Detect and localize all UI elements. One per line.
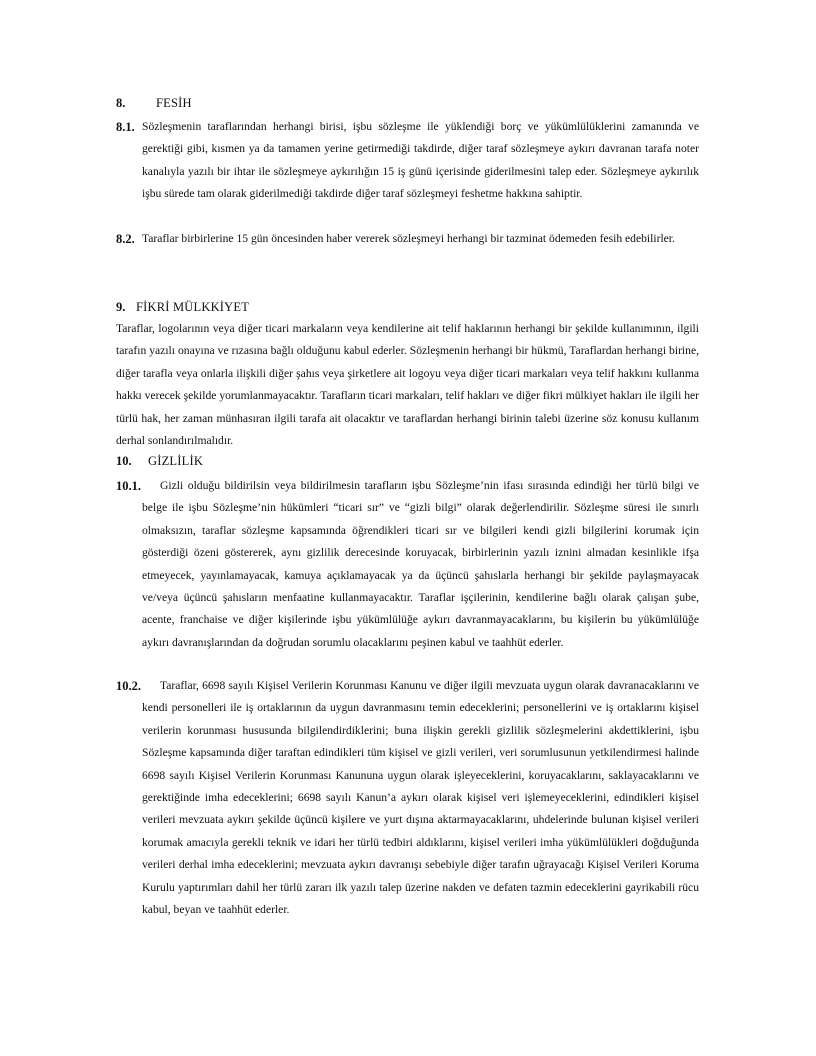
section-10-number: 10. bbox=[116, 454, 132, 468]
clause-10-2-number: 10.2. bbox=[116, 679, 141, 693]
section-9-title: FİKRİ MÜLKKİYET bbox=[136, 300, 250, 314]
section-9-number: 9. bbox=[116, 300, 126, 314]
section-9-text: Taraflar, logolarının veya diğer ticari markaların veya kendilerine ait telif haklarının herhangi bir şekilde kullanımının, ilgili tarafın yazılı onayına ve rızasına bağlı olduğunu kabul ederler. Sözleşmenin herhangi bir hükmü, Taraflardan herhangi birine, diğer tarafla veya onlarla ilişkili diğer şahıs veya şirketlere ait logoyu veya diğer ticari markaları veya telif hakkını kullanma hakkı verecek şekilde yorumlanmayacaktır. Tarafların ticari markaları, telif hakları ve diğer fikri mülkiyet hakları ile ilgili her türlü hak, her zaman münhasıran ilgili tarafa ait olacaktır ve taraflardan herhangi birinin talebi üzerine söz konusu kullanım derhal sonlandırılmalıdır. bbox=[116, 322, 699, 448]
section-10-heading bbox=[116, 453, 203, 469]
clause-8-1-number: 8.1. bbox=[116, 120, 135, 134]
section-8-title: FESİH bbox=[156, 96, 192, 110]
section-8-number: 8. bbox=[116, 96, 126, 110]
clause-8-2-number: 8.2. bbox=[116, 232, 135, 246]
section-9-heading bbox=[116, 299, 249, 315]
section-10-title: GİZLİLİK bbox=[148, 454, 204, 468]
section-8-heading bbox=[116, 95, 192, 111]
clause-8-2-text: Taraflar birbirlerine 15 gün öncesinden haber vererek sözleşmeyi herhangi bir tazminat ödemeden fesih edebilirler. bbox=[142, 232, 675, 245]
clause-8-1-text: Sözleşmenin taraflarından herhangi birisi, işbu sözleşme ile yüklendiği borç ve yükümlülüklerini zamanında ve gerektiği gibi, kısmen ya da tamamen yerine getirmediği takdirde, diğer taraf sözleşmeye aykırı davranan tarafa noter kanalıyla yazılı bir ihtar ile sözleşmeye aykırılığın 15 iş günü içerisinde giderilmesini talep eder. Sözleşmeye aykırılık işbu sürede tam olarak giderilmediği takdirde diğer taraf sözleşmeyi feshetme hakkına sahiptir. bbox=[142, 120, 699, 201]
clause-10-1-text: Gizli olduğu bildirilsin veya bildirilmesin tarafların işbu Sözleşme’nin ifası sırasında edindiği her türlü bilgi ve belge ile işbu Sözleşme’nin hükümleri “ticari sır” ve “gizli bilgi” olarak değerlendirilir. Sözleşme süresi ile sınırlı olmaksızın, taraflar sözleşme kapsamında öğrendikleri ticari sır ve bilgileri kendi gizli bilgilerini korumak için gösterdiği özeni göstererek, aynı gizlilik derecesinde koruyacak, birbirlerinin yazılı iznini almadan kesinlikle ifşa etmeyecek, yayınlamayacak, kamuya açıklamayacak ya da üçüncü şahıslarla herhangi bir şekilde paylaşmayacak ve/veya üçüncü şahısların menfaatine kullanmayacaktır. Taraflar işçilerinin, kendilerine bağlı olarak çalışan şube, acente, franchaise ve diğer kişilerinde işbu yükümlülüğe aykırı davranmayacaklarını, bu kişilerin bu yükümlülüğe aykırı davranışlarından da doğrudan sorumlu olacaklarını peşinen kabul ve taahhüt ederler. bbox=[142, 479, 699, 649]
clause-10-2-text: Taraflar, 6698 sayılı Kişisel Verilerin Korunması Kanunu ve diğer ilgili mevzuata uygun olarak davranacaklarını ve kendi personelleri ile iş ortaklarının da uygun davranmasını temin edeceklerini; personellerini ve iş ortaklarını kişisel verilerin korunması hususunda bilgilendirdiklerini; buna ilişkin gerekli gizlilik sözleşmelerini akdettiklerini, işbu Sözleşme kapsamında diğer taraftan edindikleri tüm kişisel ve gizli verileri, veri sorumlusunun yetkilendirmesi halinde 6698 sayılı Kişisel Verilerin Korunması Kanununa uygun olarak işleyeceklerini, koruyacaklarını, saklayacaklarını ve gerektiğinde imha edeceklerini; 6698 sayılı Kanun’a aykırı olarak kişisel veri işlemeyeceklerini, edindikleri kişisel verileri mevzuata aykırı şekilde üçüncü kişilere ve yurt dışına aktarmayacaklarını, uhdelerinde bulunan kişisel verileri korumak amacıyla gerekli teknik ve idari her türlü tedbiri aldıklarını, kişisel verileri imha yükümlülükleri doğduğunda verileri derhal imha edeceklerini; mevzuata aykırı davranışı sebebiyle diğer tarafın uğrayacağı Kişisel Verileri Koruma Kurulu yaptırımları dahil her türlü zararı ilk yazılı talep üzerine nakden ve defaten tazmin edeceklerini gayrikabili rücu kabul, beyan ve taahhüt ederler. bbox=[142, 679, 699, 917]
clause-10-1-number: 10.1. bbox=[116, 479, 141, 493]
